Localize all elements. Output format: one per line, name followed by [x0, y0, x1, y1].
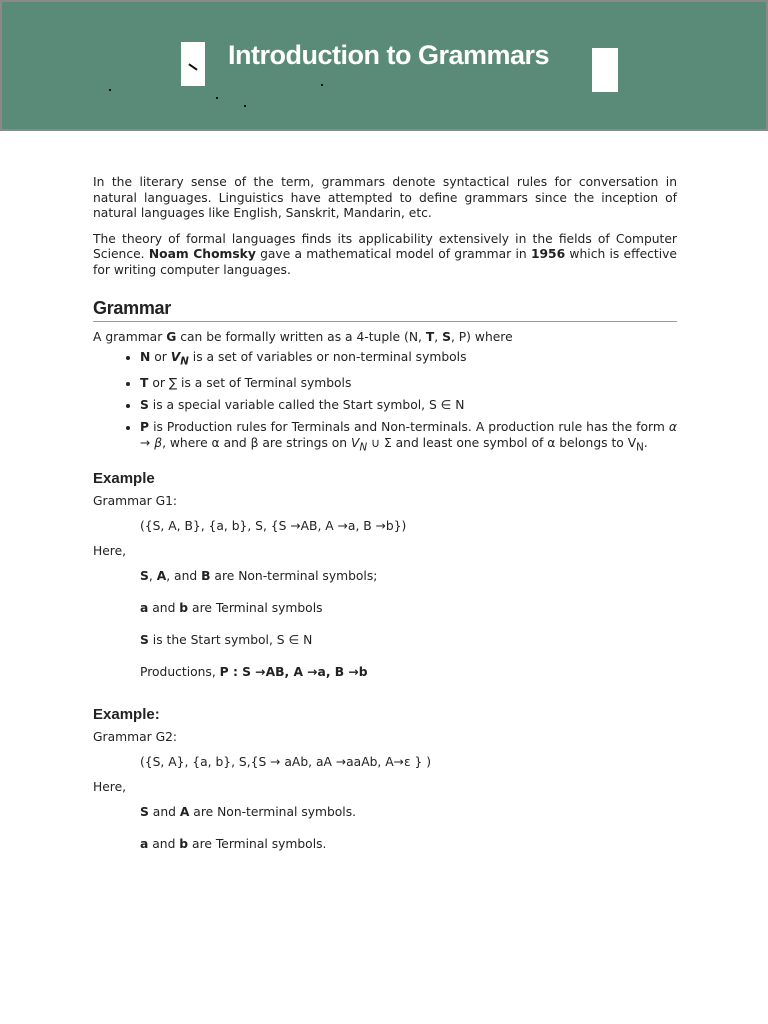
productions-line: Productions, P : S →AB, A →a, B →b [140, 664, 368, 679]
list-item: • S is a special variable called the Start symbol, S ∈ N [140, 398, 677, 414]
section-heading-grammar: Grammar [93, 298, 677, 322]
nonterminal-line: S and A are Non-terminal symbols. [140, 804, 357, 819]
list-item: • N or $V_N$ is a set of variables or non-terminal symbols [140, 350, 677, 370]
decorative-dot [244, 105, 246, 107]
example-heading-1: Example [93, 469, 155, 487]
start-symbol-line: S is the Start symbol, S ∈ N [140, 632, 313, 647]
decorative-dot [109, 89, 111, 91]
intro-paragraph-1: In the literary sense of the term, grammars denote syntactical rules for conversation in natural languages. Linguistics have attempted to define grammars since the inception of natural languages like English, Sanskrit, Mandarin, etc. [93, 175, 677, 220]
decorative-block-right [592, 48, 618, 92]
example-heading-2: Example: [93, 705, 160, 723]
decorative-block-left [181, 42, 205, 86]
here-label: Here, [93, 543, 127, 558]
article-body [93, 175, 677, 852]
year: 1956 [530, 247, 566, 261]
grammar-definition: A grammar G can be formally written as a 4-tuple (N, T, S, P) where [93, 330, 513, 344]
decorative-dot [321, 84, 323, 86]
here-label: Here, [93, 779, 127, 794]
list-item: • P is Production rules for Terminals and Non-terminals. A production rule has the form α → β, where α and β are strings on $V_N$ ∪ Σ and least one symbol of α belongs to $V_N$. [140, 420, 677, 455]
decorative-dot [216, 97, 218, 99]
terminal-line: a and b are Terminal symbols [140, 600, 323, 615]
grammar-label: Grammar G1: [93, 493, 178, 508]
list-item: • T or ∑ is a set of Terminal symbols [140, 376, 677, 392]
page-title: Introduction to Grammars [228, 40, 550, 70]
nonterminal-line: S, A, and B are Non-terminal symbols; [140, 568, 378, 583]
grammar-components-list [93, 350, 677, 456]
grammar-label: Grammar G2: [93, 729, 178, 744]
author-name: Noam Chomsky [148, 247, 256, 261]
grammar-tuple: ({S, A, B}, {a, b}, S, {S →AB, A →a, B →b}) [140, 518, 407, 533]
header-banner [0, 0, 768, 131]
terminal-line: a and b are Terminal symbols. [140, 836, 327, 851]
intro-paragraph-2: The theory of formal languages finds its applicability extensively in the fields of Computer Science. Noam Chomsky gave a mathematical model of grammar in 1956 which is effective for writing computer languages. [93, 231, 677, 277]
grammar-tuple: ({S, A}, {a, b}, S,{S → aAb, aA →aaAb, A→ε } ) [140, 754, 432, 769]
